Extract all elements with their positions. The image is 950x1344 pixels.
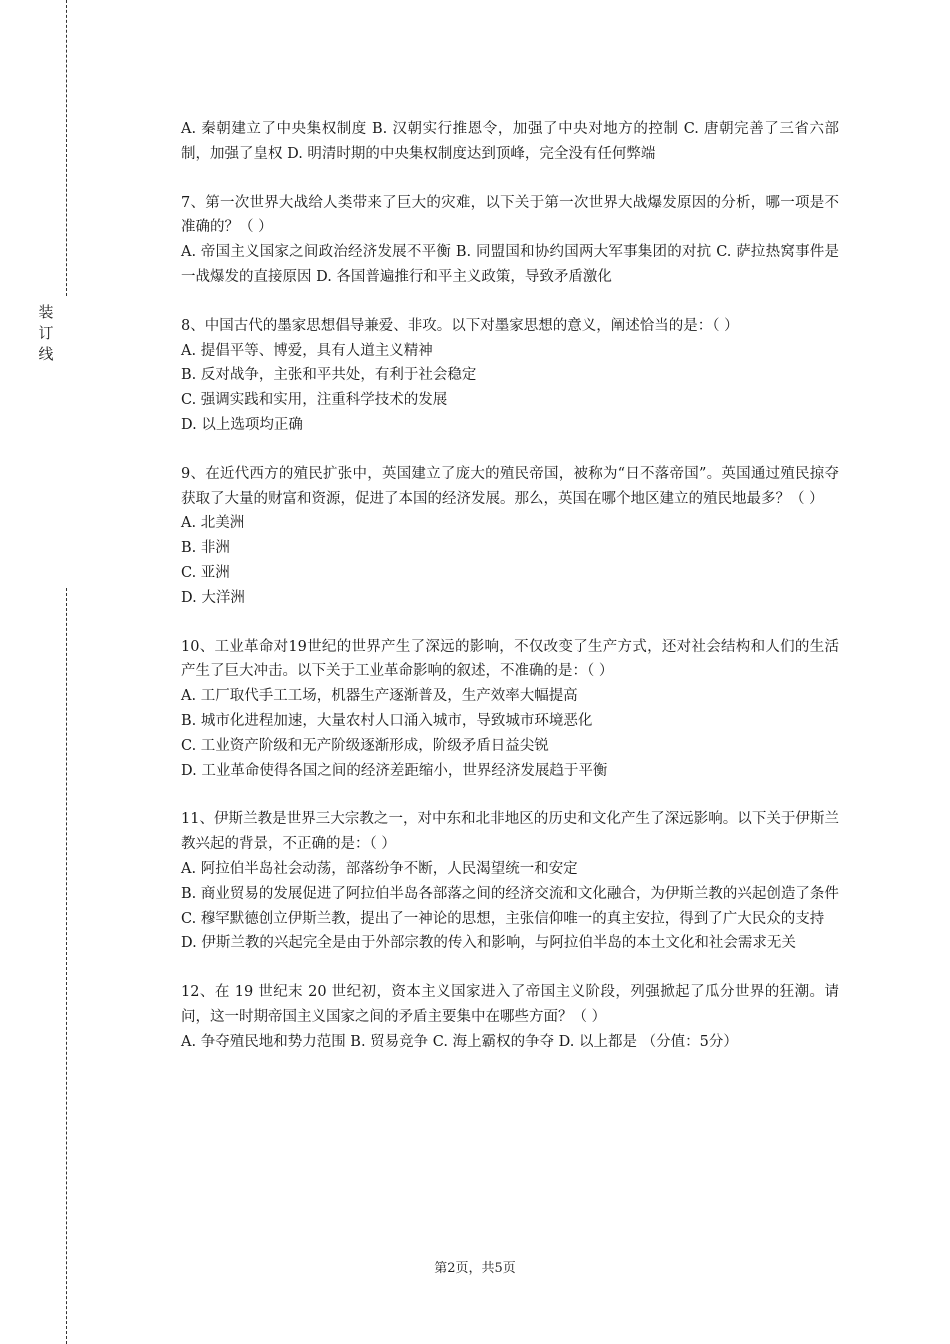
question-stem: 7、第一次世界大战给人类带来了巨大的灾难，以下关于第一次世界大战爆发原因的分析，哪一项是不准确的？（ ）: [181, 194, 839, 236]
option-d: D. 以上选项均正确: [181, 416, 303, 433]
option-a: A. 工厂取代手工工场，机器生产逐渐普及，生产效率大幅提高: [181, 688, 578, 705]
option-c: C. 工业资产阶级和无产阶级逐渐形成，阶级矛盾日益尖锐: [181, 737, 549, 754]
option-b: B. 非洲: [181, 540, 230, 557]
option-c: C. 强调实践和实用，注重科学技术的发展: [181, 392, 448, 409]
option-d: D. 大洋洲: [181, 589, 245, 606]
page-number: 第2页，共5页: [434, 1261, 516, 1276]
option-d: D. 伊斯兰教的兴起完全是由于外部宗教的传入和影响，与阿拉伯半岛的本土文化和社会需求无关: [181, 935, 796, 952]
option-b: B. 反对战争，主张和平共处，有利于社会稳定: [181, 367, 477, 384]
option-a: A. 阿拉伯半岛社会动荡，部落纷争不断，人民渴望统一和安定: [181, 860, 578, 877]
option-d: D. 工业革命使得各国之间的经济差距缩小，世界经济发展趋于平衡: [181, 762, 608, 779]
binding-line-top: [66, 0, 67, 296]
question-stem: 10、工业革命对19世纪的世界产生了深远的影响，不仅改变了生产方式，还对社会结构和人们的生活产生了巨大冲击。以下关于工业革命影响的叙述，不准确的是：（ ）: [181, 638, 839, 680]
question-stem: 11、伊斯兰教是世界三大宗教之一，对中东和北非地区的历史和文化产生了深远影响。以下关于伊斯兰教兴起的背景，不正确的是：（ ）: [181, 811, 839, 853]
question-12: [181, 980, 839, 1054]
binding-label: 装订线: [38, 303, 54, 363]
option-a: A. 北美洲: [181, 515, 245, 532]
question-stem: 8、中国古代的墨家思想倡导兼爱、非攻。以下对墨家思想的意义，阐述恰当的是：（ ）: [181, 317, 739, 334]
option-c: C. 亚洲: [181, 564, 230, 581]
binding-line-bottom: [66, 588, 67, 1344]
question-8: [181, 314, 839, 438]
question-10: [181, 635, 839, 784]
question-content: [181, 117, 839, 1079]
question-options: A. 帝国主义国家之间政治经济发展不平衡 B. 同盟国和协约国两大军事集团的对抗 C. 萨拉热窝事件是一战爆发的直接原因 D. 各国普遍推行和平主义政策，导致矛盾激化: [181, 244, 839, 285]
option-b: B. 商业贸易的发展促进了阿拉伯半岛各部落之间的经济交流和文化融合，为伊斯兰教的兴起创造了条件: [181, 885, 839, 902]
question-options: A. 争夺殖民地和势力范围 B. 贸易竞争 C. 海上霸权的争夺 D. 以上都是 （分值：5分）: [181, 1033, 738, 1050]
question-stem: 12、在 19 世纪末 20 世纪初，资本主义国家进入了帝国主义阶段，列强掀起了瓜分世界的狂潮。请问，这一时期帝国主义国家之间的矛盾主要集中在哪些方面？（ ）: [181, 984, 839, 1025]
option-c: C. 穆罕默德创立伊斯兰教，提出了一神论的思想，主张信仰唯一的真主安拉，得到了广大民众的支持: [181, 910, 825, 927]
option-b: B. 城市化进程加速，大量农村人口涌入城市，导致城市环境恶化: [181, 712, 593, 729]
question-stem: 9、在近代西方的殖民扩张中，英国建立了庞大的殖民帝国，被称为“日不落帝国”。英国通过殖民掠夺获取了大量的财富和资源，促进了本国的经济发展。那么，英国在哪个地区建立的殖民地最多？（ ）: [181, 465, 839, 507]
previous-question-options: A. 秦朝建立了中央集权制度 B. 汉朝实行推恩令，加强了中央对地方的控制 C. 唐朝完善了三省六部制，加强了皇权 D. 明清时期的中央集权制度达到顶峰，完全没有任何弊端: [181, 121, 839, 162]
question-11: [181, 807, 839, 956]
option-a: A. 提倡平等、博爱，具有人道主义精神: [181, 342, 433, 359]
question-9: [181, 462, 839, 611]
question-7: [181, 191, 839, 290]
